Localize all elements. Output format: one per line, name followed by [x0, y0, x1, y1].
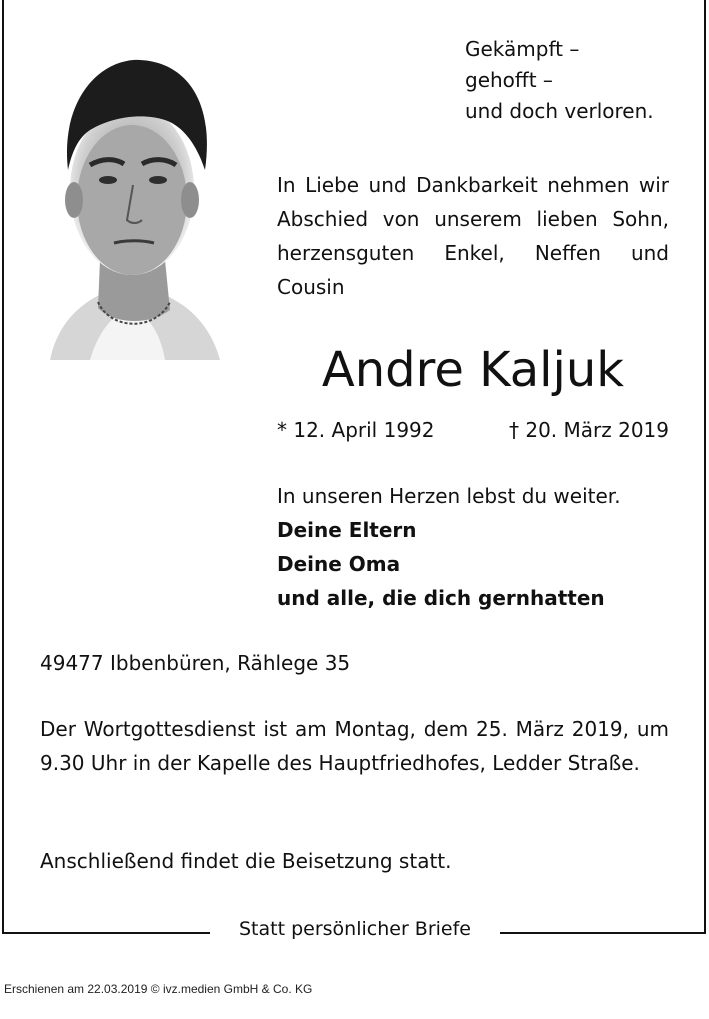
motto-verse [465, 34, 654, 127]
mourner-parents: Deine Eltern [277, 518, 417, 542]
no-letters-notice: Statt persönlicher Briefe [210, 914, 500, 954]
family-address: 49477 Ibbenbüren, Rählege 35 [40, 651, 351, 675]
birth-date: * 12. April 1992 [277, 418, 435, 442]
death-date: † 20. März 2019 [508, 418, 669, 442]
burial-info: Anschließend findet die Beisetzung statt. [40, 849, 452, 873]
motto-line: und doch verloren. [465, 99, 654, 123]
portrait-photo [30, 40, 230, 360]
farewell-block [277, 479, 621, 615]
intro-text: In Liebe und Dankbarkeit nehmen wir Abschied von unserem lieben Sohn, herzensguten Enkel, Neffen und Cousin [277, 173, 669, 299]
mourner-others: und alle, die dich gernhatten [277, 586, 605, 610]
motto-line: Gekämpft – [465, 37, 580, 61]
life-dates [277, 414, 669, 446]
deceased-name: Andre Kaljuk [321, 342, 625, 398]
service-info: Der Wortgottesdienst ist am Montag, dem 25. März 2019, um 9.30 Uhr in der Kapelle des Hauptfriedhofes, Ledder Straße. [40, 717, 669, 775]
mourner-grandmother: Deine Oma [277, 552, 401, 576]
publication-footer: Erschienen am 22.03.2019 © ivz.medien GmbH & Co. KG [4, 982, 313, 996]
motto-line: gehofft – [465, 68, 553, 92]
farewell-line: In unseren Herzen lebst du weiter. [277, 484, 621, 508]
